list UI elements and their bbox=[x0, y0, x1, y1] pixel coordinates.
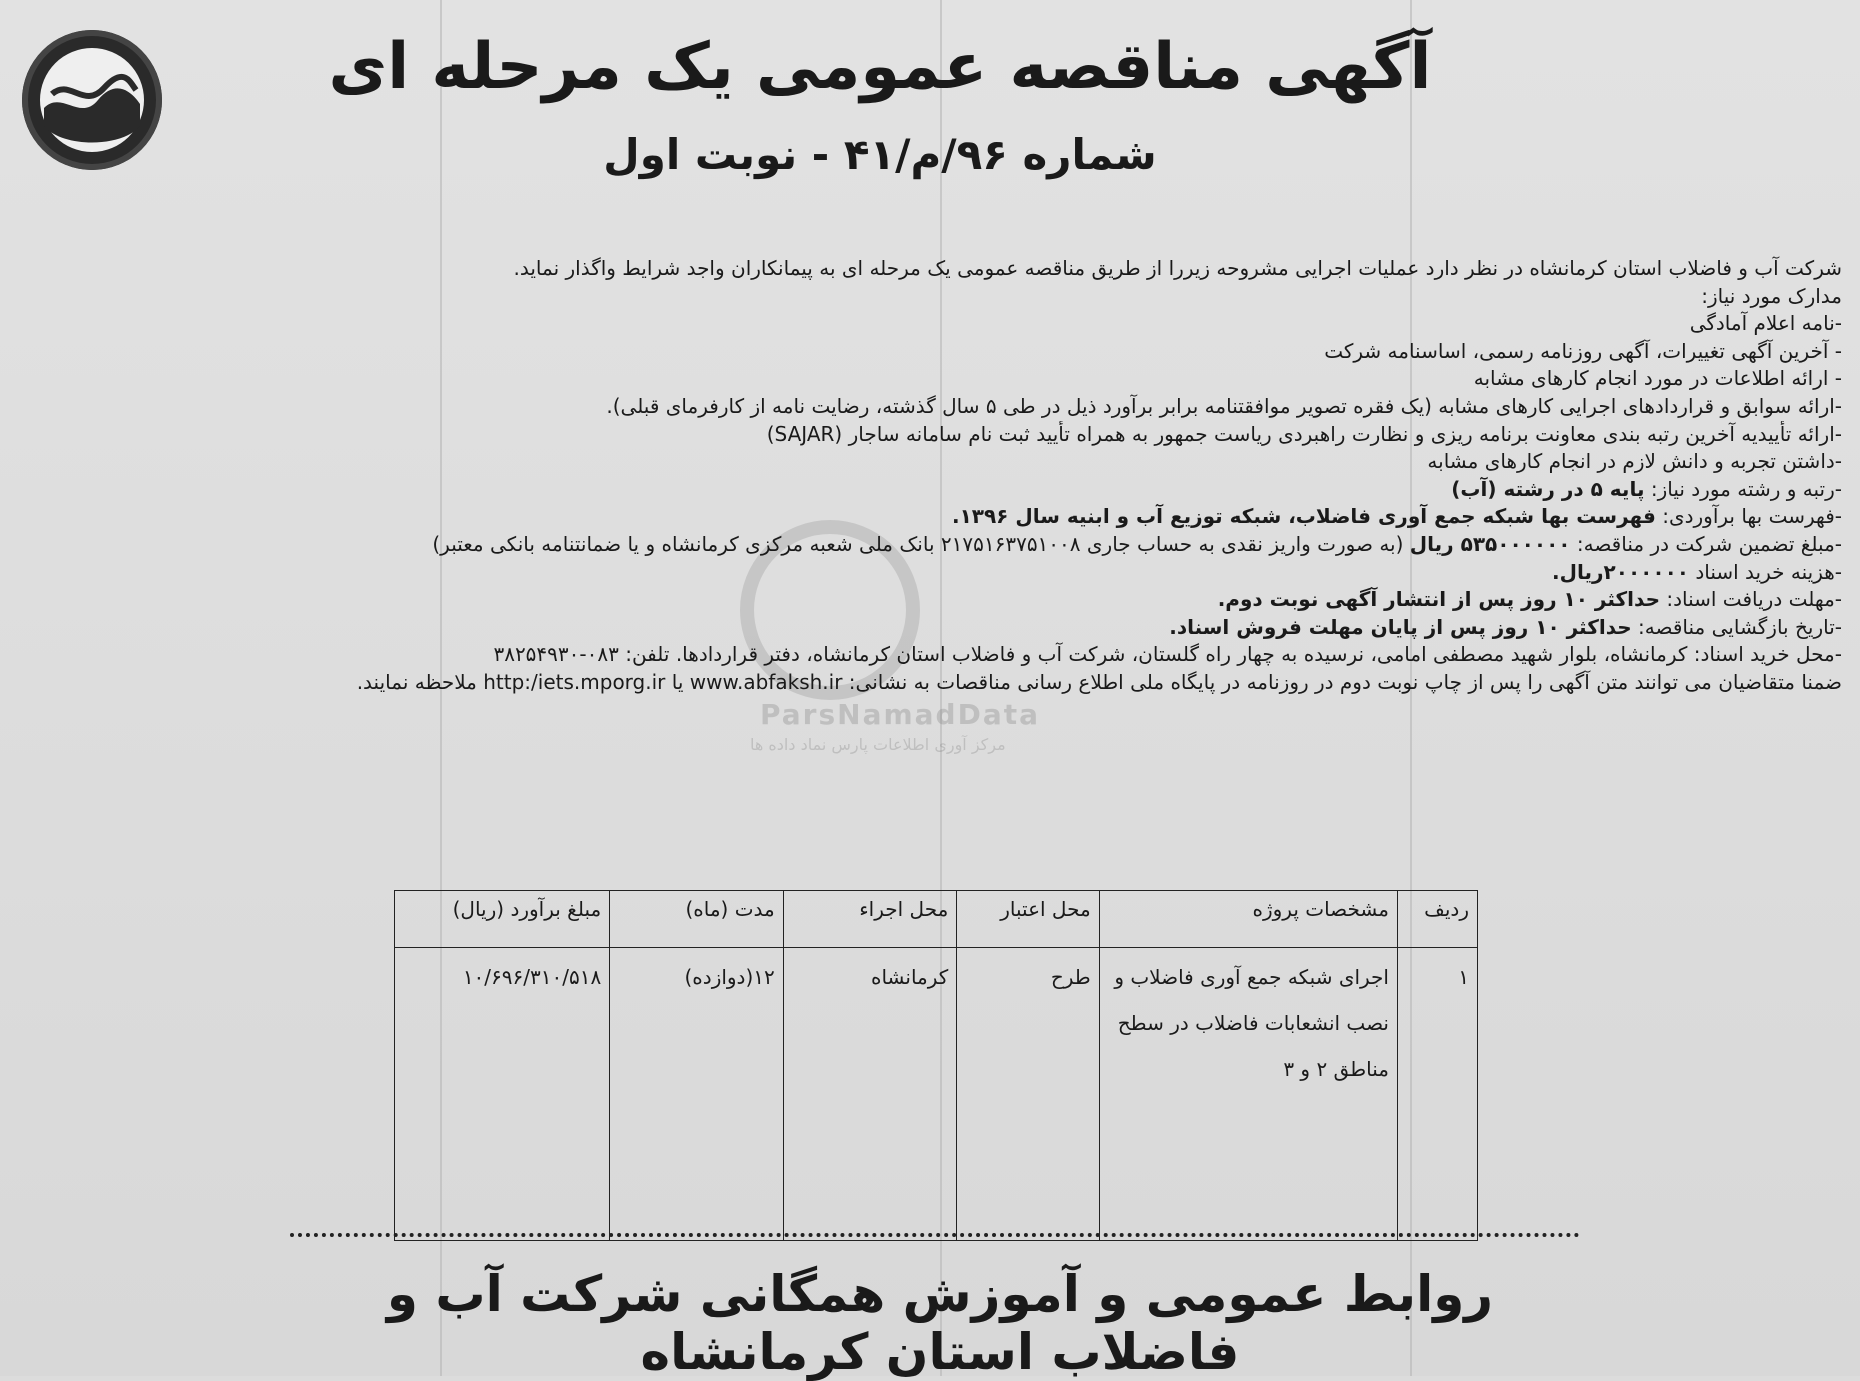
cell-funding: طرح bbox=[957, 948, 1099, 1241]
watermark-brand: ParsNamadData bbox=[760, 698, 1040, 731]
opening-label: -تاریخ بازگشایی مناقصه: bbox=[1638, 614, 1842, 639]
header-funding: محل اعتبار bbox=[957, 891, 1099, 948]
header-estimate: مبلغ برآورد (ریال) bbox=[395, 891, 610, 948]
receive-deadline-line bbox=[42, 586, 1842, 614]
rank-label: -رتبه و رشته مورد نیاز: bbox=[1650, 476, 1842, 501]
receive-value: حداکثر ۱۰ روز پس از انتشار آگهی نوبت دوم. bbox=[1217, 587, 1660, 612]
doc-item: -داشتن تجربه و دانش لازم در انجام کارهای مشابه bbox=[1427, 449, 1842, 474]
online-notice-line: ضمنا متقاضیان می توانند متن آگهی را پس از چاپ نوبت دوم در روزنامه در پایگاه ملی اطلاع رسانی مناقصات به نشانی: www.abfaksh.ir یا http:/iets.mporg.ir ملاحظه نمایند. bbox=[356, 669, 1842, 694]
rank-line bbox=[42, 476, 1842, 504]
header-project: مشخصات پروژه bbox=[1099, 891, 1397, 948]
guarantee-line bbox=[42, 531, 1842, 559]
opening-value: حداکثر ۱۰ روز پس از پایان مهلت فروش اسناد. bbox=[1169, 614, 1632, 639]
project-table bbox=[394, 890, 1478, 1241]
cell-row-number: ۱ bbox=[1397, 948, 1477, 1241]
dotted-divider bbox=[290, 1233, 1580, 1237]
footer-signature: روابط عمومی و آموزش همگانی شرکت آب و فاضلاب استان کرمانشاه bbox=[386, 1265, 1494, 1381]
doc-item: - آخرین آگهی تغییرات، آگهی روزنامه رسمی، اساسنامه شرکت bbox=[1324, 338, 1842, 363]
price-list-value: فهرست بها شبکه جمع آوری فاضلاب، شبکه توزیع آب و ابنیه سال ۱۳۹۶. bbox=[951, 504, 1656, 529]
table-row bbox=[395, 948, 1478, 1241]
header-location: محل اجراء bbox=[783, 891, 957, 948]
header-row-number: ردیف bbox=[1397, 891, 1477, 948]
opening-date-line bbox=[42, 614, 1842, 642]
cell-estimate: ۱۰/۶۹۶/۳۱۰/۵۱۸ bbox=[395, 948, 610, 1241]
guarantee-value: ۵۳۵۰۰۰۰۰۰ ریال bbox=[1409, 531, 1571, 556]
doc-cost-label: -هزینه خرید اسناد bbox=[1695, 559, 1842, 584]
table-header-row bbox=[395, 891, 1478, 948]
intro-line: شرکت آب و فاضلاب استان کرمانشاه در نظر دارد عملیات اجرایی مشروحه زیررا از طریق مناقصه عمومی یک مرحله ای به پیمانکاران واجد شرایط واگذار نماید. bbox=[513, 256, 1842, 280]
cell-location: کرمانشاه bbox=[783, 948, 957, 1241]
watermark-tagline: مرکز آوری اطلاعات پارس نماد داده ها bbox=[750, 735, 1006, 754]
doc-item: - ارائه اطلاعات در مورد انجام کارهای مشابه bbox=[1473, 366, 1842, 391]
notice-body bbox=[42, 255, 1842, 697]
price-list-line bbox=[42, 503, 1842, 531]
guarantee-details: (به صورت واریز نقدی به حساب جاری ۲۱۷۵۱۶۳۷۵۱۰۰۸ بانک ملی شعبه مرکزی کرمانشاه و یا ضمانتنامه بانکی معتبر) bbox=[432, 531, 1404, 556]
header-duration: مدت (ماه) bbox=[610, 891, 784, 948]
rank-value: پایه ۵ در رشته (آب) bbox=[1451, 476, 1645, 501]
docs-heading: مدارک مورد نیاز: bbox=[1701, 283, 1842, 308]
guarantee-label: -مبلغ تضمین شرکت در مناقصه: bbox=[1576, 531, 1842, 556]
purchase-place-line: -محل خرید اسناد: کرمانشاه، بلوار شهید مصطفی امامی، نرسیده به چهار راه گلستان، شرکت آب و فاضلاب استان کرمانشاه، دفتر قراردادها. تلفن: ۰۸۳-۳۸۲۵۴۹۳۰ bbox=[493, 642, 1842, 667]
doc-item: -ارائه سوابق و قراردادهای اجرایی کارهای مشابه (یک فقره تصویر موافقتنامه برابر برآورد ذیل در طی ۵ سال گذشته، رضایت نامه از کارفرمای قبلی). bbox=[606, 393, 1842, 418]
doc-cost-value: ۲۰۰۰۰۰۰ریال. bbox=[1552, 559, 1689, 584]
price-list-label: -فهرست بها برآوردی: bbox=[1662, 504, 1842, 529]
doc-item: -ارائه تأییدیه آخرین رتبه بندی معاونت برنامه ریزی و نظارت راهبردی ریاست جمهور به همراه تأیید ثبت نام سامانه ساجار (SAJAR) bbox=[766, 421, 1842, 446]
cell-project: اجرای شبکه جمع آوری فاضلاب و نصب انشعابات فاضلاب در سطح مناطق ۲ و ۳ bbox=[1099, 948, 1397, 1241]
doc-cost-line bbox=[42, 559, 1842, 587]
cell-duration: ۱۲(دوازده) bbox=[610, 948, 784, 1241]
notice-title: آگهی مناقصه عمومی یک مرحله ای bbox=[328, 30, 1432, 104]
doc-item: -نامه اعلام آمادگی bbox=[1689, 311, 1842, 336]
company-logo bbox=[22, 30, 162, 170]
receive-label: -مهلت دریافت اسناد: bbox=[1666, 587, 1842, 612]
water-wave-icon bbox=[22, 30, 162, 170]
notice-number: شماره ۹۶/م/۴۱ - نوبت اول bbox=[603, 130, 1157, 179]
